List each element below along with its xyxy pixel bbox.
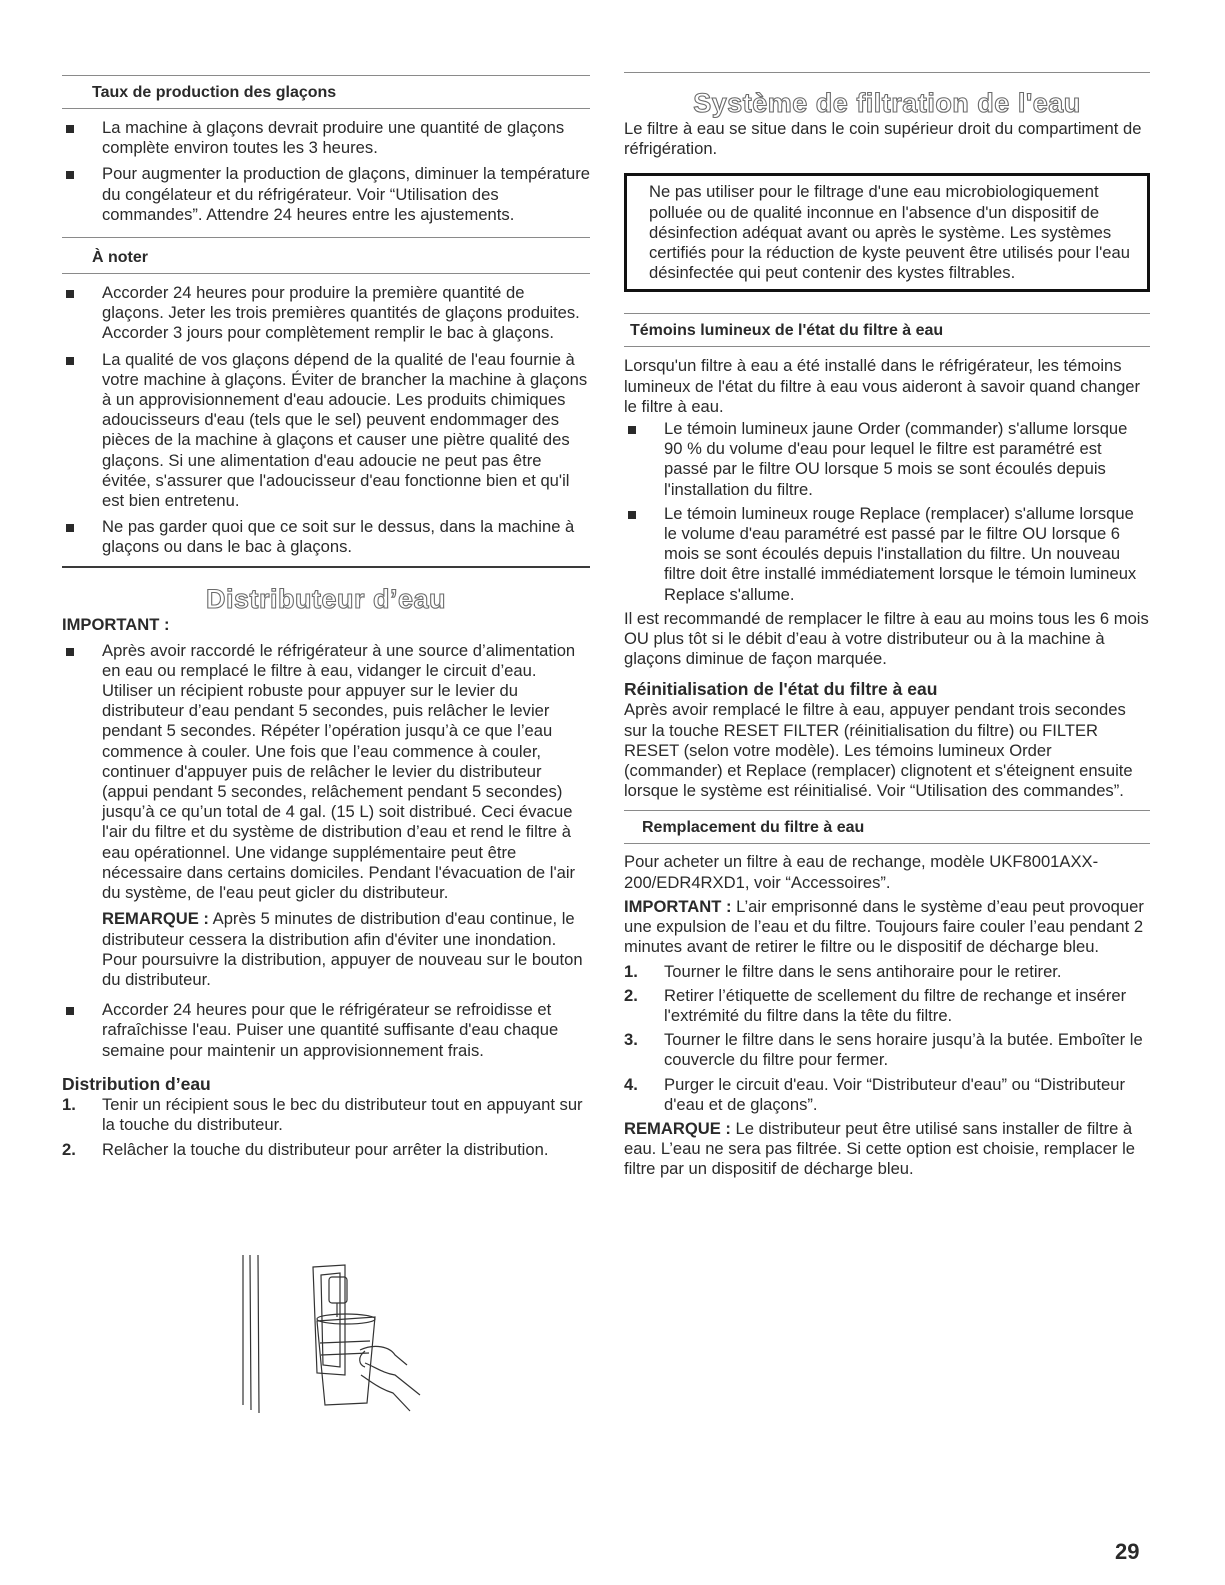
lights-intro: Lorsqu'un filtre à eau a été installé dans le réfrigérateur, les témoins lumineux de l'état du filtre à eau vous aideront à savoir quand changer le filtre à eau. [624,356,1141,416]
list-item: Ne pas garder quoi que ce soit sur le dessus, dans la machine à glaçons ou dans le bac à glaçons. [62,517,590,557]
dispenser-title: Distributeur d’eau [205,583,447,614]
list-item: Pour augmenter la production de glaçons, diminuer la température du congélateur et du réfrigérateur. Voir “Utilisation des commandes”. Attendre 24 heures entre les ajustements. [62,164,590,225]
warning-box: Ne pas utiliser pour le filtrage d'une eau microbiologiquement polluée ou de qualité inconnue en l'absence d'un dispositif de désinfection adéquat avant ou après le système. Les systèmes certifiés pour la réduction de kyste peuvent être utilisés pour l'eau désinfectée qui peut contenir des kystes filtrables. [624,173,1150,292]
bullet-icon [66,125,74,133]
list-item: Accorder 24 heures pour produire la première quantité de glaçons. Jeter les trois premières quantités de glaçons produites. Accorder 3 jours pour complètement remplir le bac à glaçons. [62,283,590,344]
note-heading: À noter [62,238,590,274]
list-item: 1. Tourner le filtre dans le sens antihoraire pour le retirer. [624,961,1062,981]
bullet-icon [628,511,636,519]
replace-remark: REMARQUE : Le distributeur peut être utilisé sans installer de filtre à eau. L’eau ne sera pas filtrée. Si cette option est choisie, remplacer le filtre par un dispositif de décharge bleu. [624,1118,1136,1179]
list-item: Après avoir raccordé le réfrigérateur à une source d’alimentation en eau ou remplacé le filtre à eau, vidanger le circuit d’eau. Utiliser un récipient robuste pour appuyer sur le levier du distributeur d’eau pendant 5 secondes, puis relâcher le levier pendant 5 secondes. Répéter l’opération jusqu’à ce que l’eau commence à couler. Une fois que l’eau commence à couler, continuer d'appuyer puis de relâcher le levier du distributeur (appui pendant 5 secondes, relâchement pendant 5 secondes) jusqu’à ce qu’un total de 4 gal. (15 L) soit distribué. Ceci évacue l'air du filtre et du système de distribution d’eau et rend le filtre à eau opérationnel. Une vidange supplémentaire peut être nécessaire dans certains domiciles. Pendant l'évacuation de l'air du système, de l'eau peut gicler du distributeur. [62,641,590,904]
filter-title: Système de filtration de l'eau [693,88,1081,118]
distribution-heading: Distribution d’eau [62,1073,211,1094]
list-item: 3. Tourner le filtre dans le sens horaire jusqu’à la butée. Emboîter le couvercle du filtre pour fermer. [624,1030,1143,1070]
list-item: 2. Retirer l’étiquette de scellement du filtre de rechange et insérer l'extrémité du filtre dans la tête du filtre. [624,985,1127,1025]
important-label: IMPORTANT : [62,614,170,634]
reset-text: Après avoir remplacé le filtre à eau, appuyer pendant trois secondes sur la touche RESET FILTER (réinitialisation du filtre) ou FILTER RESET (selon votre modèle). Les témoins lumineux Order (commander) et Replace (remplacer) clignotent et s'éteignent ensuite lorsque le système est réinitialisé. Voir “Utilisation des commandes”. [624,700,1133,801]
bullet-icon [66,171,74,179]
left-column [62,0,590,1160]
ice-rate-heading: Taux de production des glaçons [62,76,590,109]
bullet-icon [628,426,636,434]
lights-heading: Témoins lumineux de l'état du filtre à eau [624,314,1150,347]
bullet-icon [66,648,74,656]
list-item: 2. Relâcher la touche du distributeur pour arrêter la distribution. [62,1140,549,1160]
remark-paragraph: REMARQUE : Après 5 minutes de distribution d'eau continue, le distributeur cessera la distribution afin d'éviter une inondation. Pour poursuivre la distribution, appuyer de nouveau sur le bouton du distributeur. [102,909,583,989]
replace-intro: Pour acheter un filtre à eau de rechange, modèle UKF8001AXX-200/EDR4RXD1, voir “Accessoires”. [624,852,1099,892]
list-item: La qualité de vos glaçons dépend de la qualité de l'eau fournie à votre machine à glaçons. Éviter de brancher la machine à glaçons à un approvisionnement d'eau adoucie. Les produits chimiques adoucisseurs d'eau (tels que le sel) peuvent endommager des pièces de la machine à glaçons et causer une piètre qualité des glaçons. Si une alimentation d'eau adoucie ne peut pas être évitée, s'assurer que l'adoucisseur d'eau fonctionne bien et qu'il est bien entretenu. [62,350,590,512]
list-item: Le témoin lumineux jaune Order (commander) s'allume lorsque 90 % du volume d'eau pour lequel le filtre est paramétré est passé par le filtre OU lorsque 5 mois se sont écoulés depuis l'installation du filtre. [624,419,1150,500]
list-item: La machine à glaçons devrait produire une quantité de glaçons complète environ toutes les 3 heures. [62,118,590,158]
list-item: Accorder 24 heures pour que le réfrigérateur se refroidisse et rafraîchisse l'eau. Puiser une quantité suffisante d'eau chaque semaine pour maintenir un approvisionnement frais. [62,1000,590,1061]
replace-heading: Remplacement du filtre à eau [624,811,1150,844]
reset-heading: Réinitialisation de l'état du filtre à eau [624,679,938,700]
lights-outro: Il est recommandé de remplacer le filtre à eau au moins tous les 6 mois OU plus tôt si le débit d’eau à votre distributeur ou à la machine à glaçons diminue de façon marquée. [624,608,1149,669]
replace-important: IMPORTANT : L’air emprisonné dans le système d’eau peut provoquer une expulsion de l’eau et du filtre. Toujours faire couler l’eau pendant 2 minutes avant de retirer le filtre ou le dispositif de décharge bleu. [624,896,1144,957]
dispenser-illustration [225,1255,435,1415]
bullet-icon [66,290,74,298]
list-item: 1. Tenir un récipient sous le bec du distributeur tout en appuyant sur la touche du distributeur. [62,1094,583,1134]
bullet-icon [66,1007,74,1015]
bullet-icon [66,357,74,365]
page-number: 29 [1115,1539,1140,1564]
bullet-icon [66,524,74,532]
list-item: 4. Purger le circuit d'eau. Voir “Distributeur d'eau” ou “Distributeur d'eau et de glaçons”. [624,1074,1126,1114]
right-column [624,0,1150,1180]
list-item: Le témoin lumineux rouge Replace (remplacer) s'allume lorsque le volume d'eau paramétré est passé par le filtre OU lorsque 6 mois se sont écoulés depuis l'installation du filtre. Un nouveau filtre doit être installé immédiatement lorsque le témoin lumineux Replace s'allume. [624,504,1150,605]
filter-intro: Le filtre à eau se situe dans le coin supérieur droit du compartiment de réfrigération. [624,119,1142,159]
